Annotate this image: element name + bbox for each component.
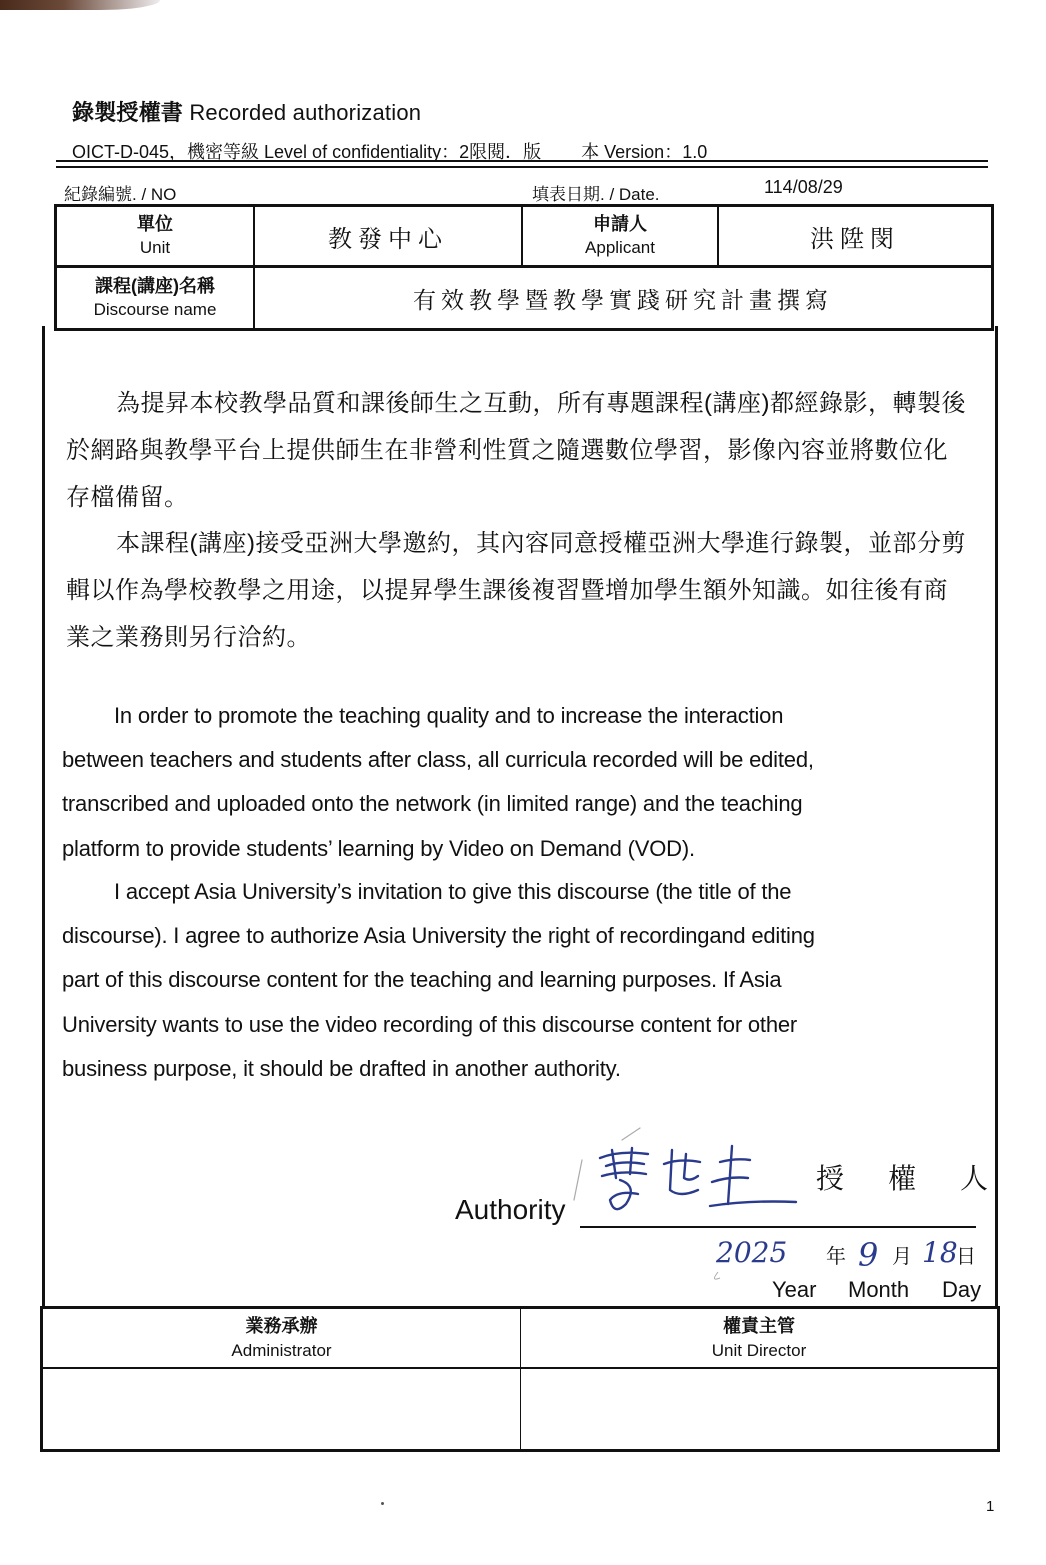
handwritten-year: 2025 — [716, 1236, 788, 1269]
document-title-zh: 錄製授權書 — [72, 100, 184, 125]
course-value: 有效教學暨教學實踐研究計畫撰寫 — [413, 287, 833, 314]
approval-signature-row — [43, 1369, 997, 1451]
unit-label-cell — [57, 207, 255, 265]
applicant-label-en: Applicant — [585, 238, 655, 257]
body-en-p2-line: I accept Asia University’s invitation to give this discourse (the title of the — [114, 879, 792, 904]
body-zh-paragraph-1 — [66, 380, 986, 521]
body-en-p1-line: between teachers and students after class, all curricula recorded will be edited, — [62, 747, 814, 773]
unit-director-header-cell — [521, 1309, 997, 1367]
body-en-p2-line: University wants to use the video recording of this discourse content for other — [62, 1011, 798, 1037]
year-label-zh: 年 — [826, 1246, 846, 1268]
body-en-p1-line: transcribed and uploaded onto the network (in limited range) and the teaching — [62, 791, 803, 817]
document-title — [72, 96, 421, 127]
unit-label-zh: 單位 — [137, 214, 173, 234]
applicant-value: 洪陞閔 — [810, 224, 900, 253]
handwritten-day: 18 — [922, 1236, 958, 1269]
unit-label-en: Unit — [139, 238, 171, 257]
body-zh-p2-line: 業之業務則另行洽約。 — [66, 624, 311, 651]
body-en-paragraph-2 — [62, 870, 962, 1091]
header-divider — [56, 160, 988, 168]
body-en-p2-line: part of this discourse content for the teaching and learning purposes. If Asia — [62, 967, 782, 993]
page-number: 1 — [986, 1498, 995, 1515]
administrator-signature-cell[interactable] — [43, 1369, 521, 1451]
authority-signature-line[interactable] — [580, 1226, 976, 1228]
body-en-paragraph-1 — [62, 694, 962, 871]
course-label-zh: 課程(講座)名稱 — [95, 276, 215, 296]
info-row-course — [57, 268, 991, 328]
info-table — [54, 204, 994, 331]
record-number-label: 紀錄編號. / NO — [64, 185, 177, 204]
administrator-label-zh: 業務承辦 — [245, 1316, 318, 1336]
applicant-label-zh: 申請人 — [593, 214, 647, 234]
authority-label: Authority — [455, 1194, 566, 1225]
day-label-en: Day — [942, 1277, 982, 1302]
unit-value-cell — [255, 207, 523, 265]
body-zh-p1-line: 存檔備留。 — [66, 484, 189, 511]
body-zh-p1-line: 為提昇本校教學品質和課後師生之互動，所有專題課程(講座)都經錄影，轉製後 — [116, 390, 966, 417]
handwritten-signature — [560, 1120, 810, 1230]
course-value-cell — [255, 268, 991, 328]
document-code: OICT-D-045，機密等級 Level of confidentiality：2限閱．版 — [72, 142, 542, 162]
body-zh-p2-line: 本課程(講座)接受亞洲大學邀約，其內容同意授權亞洲大學進行錄製，並部分剪 — [116, 530, 966, 557]
body-zh-p1-line: 於網路與教學平台上提供師生在非營利性質之隨選數位學習，影像內容並將數位化 — [66, 437, 948, 464]
scan-speck — [381, 1502, 384, 1505]
body-zh-p2-line: 輯以作為學校教學之用途，以提昇學生課後複習暨增加學生額外知識。如往後有商 — [66, 577, 948, 604]
approval-header-row — [43, 1309, 997, 1369]
month-label-en: Month — [848, 1277, 910, 1302]
administrator-label-en: Administrator — [231, 1341, 332, 1360]
applicant-label-cell — [523, 207, 719, 265]
year-label-en: Year — [772, 1277, 817, 1302]
scan-corner-shadow — [0, 0, 160, 10]
course-label-cell — [57, 268, 255, 328]
document-title-en: Recorded authorization — [189, 100, 422, 125]
fill-date-label: 填表日期. / Date. — [532, 185, 660, 204]
authority-label-zh: 授權人 — [816, 1163, 1033, 1194]
unit-director-label-en: Unit Director — [711, 1341, 807, 1360]
day-label-zh: 日 — [956, 1246, 976, 1268]
body-zh-paragraph-2 — [66, 520, 986, 661]
handwritten-month: 9 — [858, 1236, 879, 1274]
info-row-unit-applicant — [57, 207, 991, 268]
unit-director-signature-cell[interactable] — [521, 1369, 997, 1451]
applicant-value-cell — [719, 207, 991, 265]
fill-date-value: 114/08/29 — [764, 177, 843, 197]
administrator-header-cell — [43, 1309, 521, 1367]
approval-table — [40, 1306, 1000, 1452]
unit-value: 教發中心 — [328, 224, 448, 253]
body-en-p2-line: discourse). I agree to authorize Asia University the right of recordingand editing — [62, 923, 815, 949]
document-version: 本 Version：1.0 — [581, 142, 708, 162]
body-en-p1-line: In order to promote the teaching quality and to increase the interaction — [114, 703, 784, 728]
body-en-p2-line: business purpose, it should be drafted in another authority. — [62, 1055, 621, 1081]
course-label-en: Discourse name — [93, 300, 217, 319]
unit-director-label-zh: 權責主管 — [723, 1316, 795, 1336]
body-en-p1-line: platform to provide students’ learning by Video on Demand (VOD). — [62, 835, 695, 861]
month-label-zh: 月 — [892, 1246, 912, 1268]
